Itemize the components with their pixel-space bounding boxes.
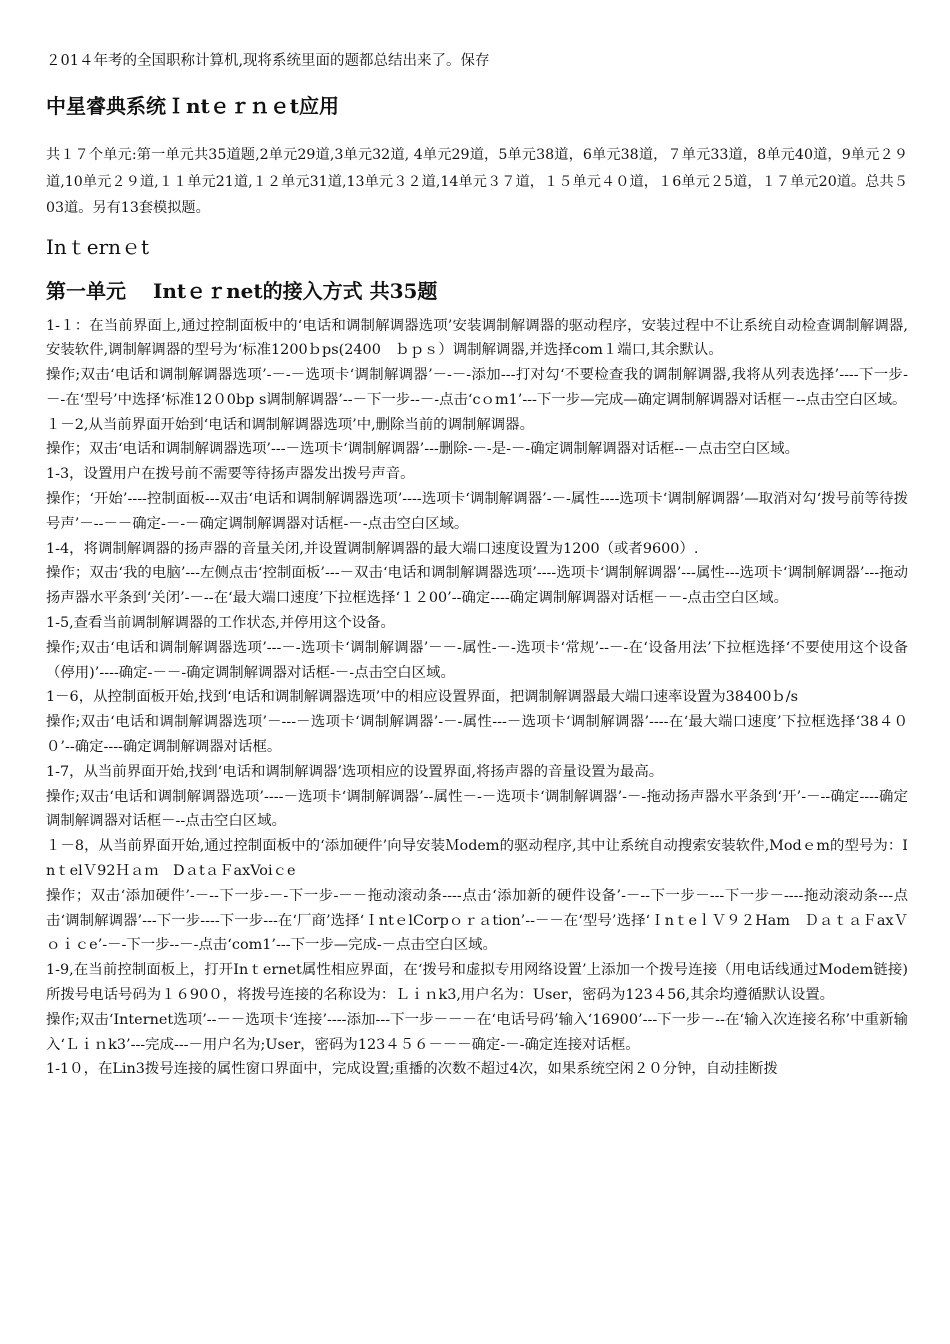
document-page [46, 50, 908, 1082]
question-1-7: 1-7，从当前界面开始,找到‘电话和调制解调器’选项相应的设置界面,将扬声器的音量设置为最高。 [46, 763, 664, 780]
question-1-2: １－2,从当前界面开始到‘电话和调制解调器选项’中,删除当前的调制解调器。 [46, 416, 534, 433]
question-1-8: １－8，从当前界面开始,通过控制面板中的‘添加硬件’向导安装Ｍodem的驱动程序,其中让系统自动搜索安装软件,Modｅm的型号为：InｔelＶ92Ｈａｍ DａtａＦaxVoiｃe [46, 838, 908, 880]
question-1-4: 1-4，将调制解调器的扬声器的音量关闭,并设置调制解调器的最大端口速度设置为1200（或者9600）. [46, 540, 699, 557]
answer-1-4: 操作；双击‘我的电脑’---左侧点击‘控制面板’---－双击‘电话和调制解调器选项’----选项卡‘调制解调器’---属性---选项卡‘调制解调器’---拖动扬声器水平条到‘关闭’-－--在‘最大端口速度’下拉框选择‘１２00’--确定----确定调制解调器对话框－－-点击空白区域。 [46, 565, 908, 607]
answer-1-7: 操作;双击‘电话和调制解调器选项’----－选项卡‘调制解调器’--属性－-－选项卡‘调制解调器’-－-拖动扬声器水平条到‘开’-－--确定----确定调制解调器对话框－--点击空白区域。 [46, 788, 908, 830]
answer-1-9: 操作;双击‘Internet选项’--－－选项卡‘连接’----添加---下一步－－－在‘电话号码’输入‘16900’---下一步－--在‘输入次连接名称’中重新输入‘Ｌｉｎk3’---完成---－用户名为;User，密码为123４５６－－－确定-－-确定连接对话框。 [46, 1011, 908, 1053]
question-1-5: 1-5,查看当前调制解调器的工作状态,并停用这个设备。 [46, 615, 395, 632]
question-1-10: 1-1０，在Lin3拨号连接的属性窗口界面中，完成设置;重播的次数不超过4次，如果系统空闲２０分钟，自动挂断拨 [46, 1061, 778, 1078]
question-1-9: 1-9,在当前控制面板上，打开Inｔernet属性相应界面，在‘拨号和虚拟专用网络设置’上添加一个拨号连接（用电话线通过Modem链接)所拨号电话号码为１６90０，将拨号连接的名称设为：Ｌｉｎk3,用户名为：User，密码为123４56,其余均遵循默认设置。 [46, 962, 908, 1004]
document-title: 中星睿典系统Ｉntｅｒｎｅt应用 [46, 94, 340, 118]
unit-heading: 第一单元 Intｅｒnet的接入方式 共35题 [46, 278, 438, 303]
question-1-3: 1-3，设置用户在拨号前不需要等待扬声器发出拨号声音。 [46, 466, 415, 483]
question-list [46, 314, 908, 1083]
section-heading: Inｔernｅt [46, 234, 150, 259]
answer-1-8: 操作；双击‘添加硬件’-－--下一步-－-下一步-－－拖动滚动条----点击‘添加新的硬件设备’-－--下一步－---下一步－----拖动滚动条---点击‘调制解调器’---下一步----下一步---在‘厂商’选择‘ＩntｅlCorpｏｒａtion’--－－在‘型号’选择‘ＩnｔeｌＶ９２Ham ＤａｔａＦaxＶｏｉｃe’-－-下一步--－-点击‘com1’---下一步—完成-－点击空白区域。 [46, 887, 908, 954]
question-1-6: 1－6，从控制面板开始,找到‘电话和调制解调器选项’中的相应设置界面，把调制解调器最大端口速率设置为38400ｂ/s [46, 689, 799, 706]
answer-1-2: 操作；双击‘电话和调制解调器选项’---－选项卡‘调制解调器’---删除-－-是-－-确定调制解调器对话框--－点击空白区域。 [46, 441, 800, 458]
summary-paragraph: 共１７个单元:第一单元共35道题,2单元29道,3单元32道, 4单元29道，5单元38道，6单元38道，７单元33道，8单元40道，9单元２９道,10单元２９道,１１单元21道,１２单元31道,13单元３２道,14单元３７道，１５单元４０道，１6单元２5道，１７单元20道。总共５03道。另有13套模拟题。 [46, 147, 908, 216]
question-1-1: 1-１：在当前界面上,通过控制面板中的‘电话和调制解调器选项’安装调制解调器的驱动程序，安装过程中不让系统自动检查调制解调器,安装软件,调制解调器的型号为‘标准1200ｂps(2400 ｂｐｓ）调制解调器,并选择com１端口,其余默认。 [46, 317, 908, 359]
intro-line: ２01４年考的全国职称计算机,现将系统里面的题都总结出来了。保存 [46, 53, 490, 69]
answer-1-3: 操作；‘开始’----控制面板---双击‘电话和调制解调器选项’----选项卡‘调制解调器’-－-属性----选项卡‘调制解调器’—取消对勾‘拨号前等待拨号声’－--－－确定-－-－确定调制解调器对话框-－-点击空白区域。 [46, 491, 908, 532]
answer-1-1: 操作;双击‘电话和调制解调器选项’-－-－选项卡‘调制解调器’－-－-添加---打对勾‘不要检查我的调制解调器,我将从列表选择’----下一步-－-在‘型号’中选择‘标准12０0bp s调制解调器’--－下一步--－-点击‘cｏm1’---下一步—完成—确定调制解调器对话框－--点击空白区域。 [46, 367, 908, 408]
answer-1-6: 操作;双击‘电话和调制解调器选项’－---－选项卡‘调制解调器’-－-属性---－选项卡‘调制解调器’----在‘最大端口速度’下拉框选择‘38４００’--确定----确定调制解调器对话框。 [46, 714, 908, 756]
answer-1-5: 操作;双击‘电话和调制解调器选项’---－-选项卡‘调制解调器’－－-属性-－-选项卡‘常规’--－-在‘设备用法’下拉框选择‘不要使用这个设备（停用)’----确定-－－-确定调制解调器对话框-－-点击空白区域。 [46, 639, 908, 681]
